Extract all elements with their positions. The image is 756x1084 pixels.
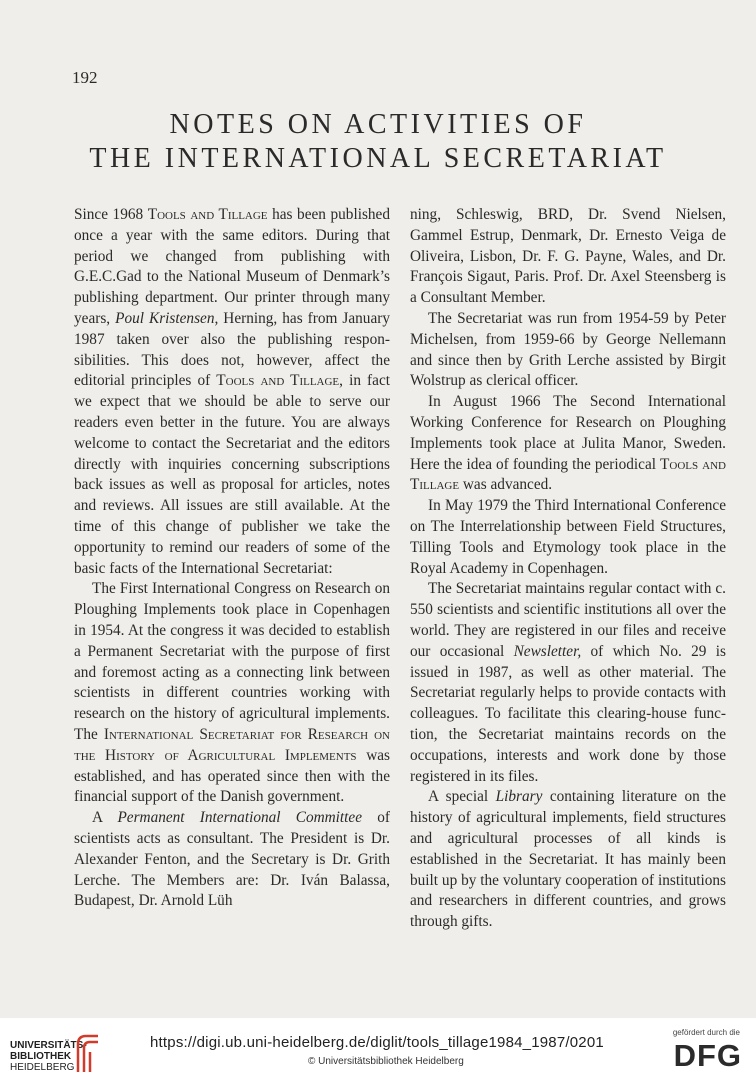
paragraph [74, 205, 390, 579]
italic-run: Permanent International Committee [117, 809, 363, 827]
text-run: A [92, 809, 118, 827]
text-run: The Secretariat maintains regular contact with c. 550 scientists and scientific institutions all over the world. They are registered in our files and receive our occasional [410, 580, 726, 660]
copyright-notice: © Universitätsbibliothek Heidelberg [308, 1056, 464, 1067]
text-run: has been published once a year with the same editors. During that period we changed from publishing with G.E.C.Gad to the National Museum of Denmark’s publishing department. Our printer through many years, [74, 206, 390, 327]
italic-run: Newsletter, [513, 642, 582, 660]
text-run: in fact we expect that we should be able to serve our readers even better in the future. You are always welcome to contact the Secretariat and the editors directly with inquiries concerning subscriptions back issues as well as proposal for articles, notes and reviews. All issues are still available. At the time of this change of publisher we take the opportunity to remind our readers of some of the basic facts of the International Secretariat: [74, 372, 390, 577]
funding-note: gefördert durch die [672, 1028, 740, 1037]
text-run: was established, and has operated since then with the financial support of the Danish government. [74, 746, 390, 806]
right-column [410, 205, 726, 933]
page-number: 192 [72, 68, 98, 87]
title-line-2: THE INTERNATIONAL SECRETARIAT [89, 143, 667, 174]
paragraph [410, 579, 726, 787]
paragraph [74, 579, 390, 808]
text-run: A special [428, 788, 496, 806]
text-run: Herning, has from January 1987 taken over also the publishing responsibilities. This does not, however, affect the editorial principles of [74, 309, 390, 390]
small-caps-run: Tools and Tillage, [216, 372, 343, 390]
text-run: containing literature on the history of agricultural implements, field structures and agricultural processes of all kinds is established in the Secretariat. It has mainly been built up by the voluntary cooperation of institutions and researchers in different countries, and grows through gifts. [410, 788, 726, 931]
italic-run: Poul Kristensen, [115, 309, 219, 327]
paragraph: ning, Schleswig, BRD, Dr. Svend Nielsen, Gammel Estrup, Denmark, Dr. Ernesto Veiga de Oliveira, Lisbon, Dr. F. G. Payne, Wales, and Dr. François Sigaut, Paris. Prof. Dr. Axel Steensberg is a Consultant Member. [410, 206, 726, 307]
paragraph [410, 787, 726, 933]
small-caps-run: Tools and Tillage [147, 206, 268, 223]
paragraph [410, 392, 726, 496]
library-logo-line: HEIDELBERG [10, 1062, 75, 1073]
paragraph: In May 1979 the Third International Conference on The Interrelationship between Field Structures, Tilling Tools and Etymology took place in the Royal Academy in Copenhagen. [410, 497, 726, 577]
italic-run: Library [495, 788, 543, 806]
text-run: The First International Congress on Research on Ploughing Implements took place in Copenhagen in 1954. At the congress it was decided to establish a Permanent Secretariat with the purpose of first and foremost acting as a connecting link between scientists in different countries working with research on the history of agricultural implements. The [74, 580, 390, 743]
footer-bar [0, 1018, 756, 1084]
page-title [40, 108, 716, 176]
text-run: was advanced. [459, 476, 553, 494]
left-column [74, 205, 390, 912]
library-logo-line: BIBLIOTHEK [10, 1051, 72, 1062]
paragraph: The Secretariat was run from 1954-59 by Peter Michelsen, from 1959-66 by George Nellemann and since then by Grith Lerche assisted by Birgit Wolstrup as clerical officer. [410, 309, 726, 390]
dfg-logo: DFG [673, 1038, 742, 1073]
library-mark-icon [72, 1032, 104, 1076]
small-caps-run: International Secretariat for Research on the History of Agricultural Implements [74, 725, 390, 764]
small-caps-run: Tools and Tillage [410, 455, 726, 494]
source-url-link[interactable]: https://digi.ub.uni-heidelberg.de/diglit/tools_tillage1984_1987/0201 [150, 1034, 604, 1051]
title-line-1: NOTES ON ACTIVITIES OF [169, 109, 587, 140]
text-run: In August 1966 The Second International Working Conference for Research on Ploughing Implements took place at Julita Manor, Sweden. Here the idea of founding the periodical [410, 393, 726, 473]
text-run: Since 1968 [74, 206, 148, 223]
library-logo-line: UNIVERSITÄTS- [10, 1040, 87, 1051]
text-run: of which No. 29 is issued in 1987, as well as other material. The Secretariat regularly helps to provide contacts with colleagues. To facilitate this clearing-house function, the Secretariat maintains records on the occupations, interests and work done by those registered in its files. [410, 642, 726, 785]
paragraph [74, 808, 390, 912]
text-run: of scientists acts as consultant. The President is Dr. Alexander Fenton, and the Secretary is Dr. Grith Lerche. The Members are: Dr. Iván Balassa, Budapest, Dr. Arnold Lüh [74, 809, 390, 910]
